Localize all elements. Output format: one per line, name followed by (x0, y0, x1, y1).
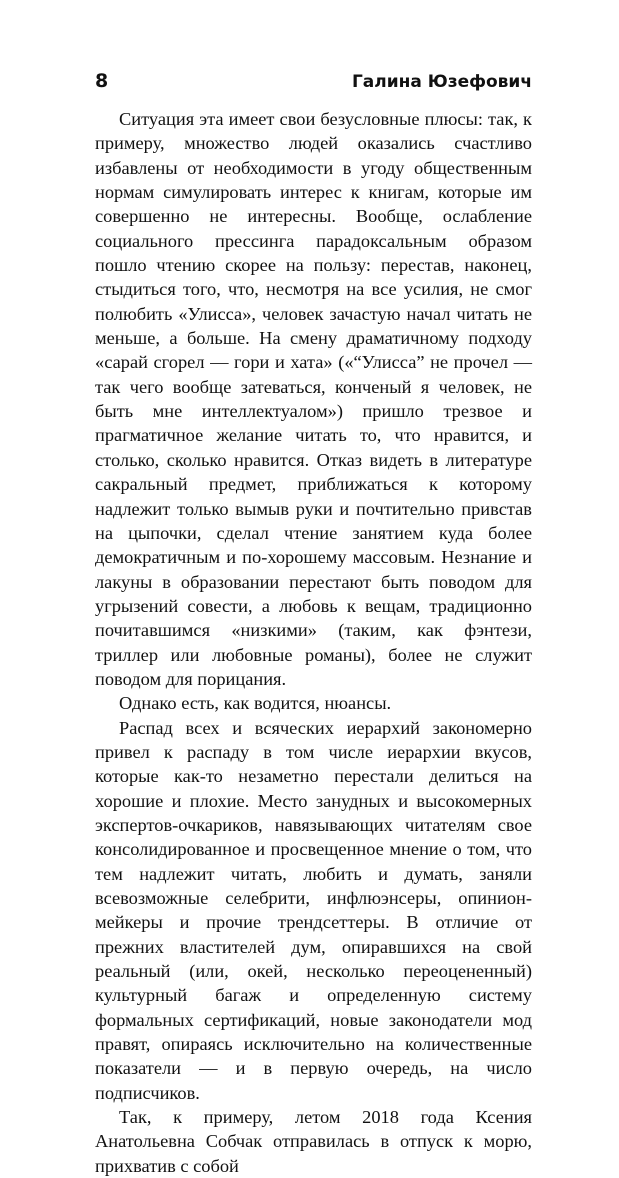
paragraph-4: Так, к примеру, летом 2018 года Ксения Анатольевна Собчак отправилась в отпуск к морю, прихватив с собой (95, 1107, 532, 1176)
page-header (95, 70, 532, 100)
page-number: 8 (95, 70, 109, 92)
paragraph-3: Распад всех и всяческих иерархий закономерно привел к распаду в том числе иерархии вкусов, которые как-то незаметно перестали делиться на хорошие и плохие. Место занудных и высокомерных экспертов-очкариков, навязывающих читателям свое консолидированное и просвещенное мнение о том, что тем надлежит читать, любить и думать, заняли всевозможные селебрити, инфлюэнсеры, опинион-мейкеры и прочие трендсеттеры. В отличие от прежних властителей дум, опиравшихся на свой реальный (или, окей, несколько переоцененный) культурный багаж и определенную систему формальных сертификаций, новые законодатели мод правят, опираясь исключительно на количественные показатели — и в первую очередь, на число подписчиков. (95, 717, 532, 1103)
running-title: Галина Юзефович (351, 72, 532, 92)
paragraph-2: Однако есть, как водится, нюансы. (119, 693, 392, 714)
paragraph-1: Ситуация эта имеет свои безусловные плюсы: так, к примеру, множество людей оказались счастливо избавлены от необходимости в угоду общественным нормам симулировать интерес к книгам, которые им совершенно не интересны. Вообще, ослабление социального прессинга парадоксальным образом пошло чтению скорее на пользу: перестав, наконец, стыдиться того, что, несмотря на все усилия, не смог полюбить «Улисса», человек зачастую начал читать не меньше, а больше. На смену драматичному подходу «сарай сгорел — гори и хата» («“Улисса” не прочел — так чего вообще затеваться, конченый я человек, не быть мне интеллектуалом») пришло трезвое и прагматичное желание читать то, что нравится, и столько, сколько нравится. Отказ видеть в литературе сакральный предмет, приближаться к которому надлежит только вымыв руки и почтительно привстав на цыпочки, сделал чтение занятием куда более демократичным и по-хорошему массовым. Незнание и лакуны в образовании перестают быть поводом для угрызений совести, а любовь к вещам, традиционно почитавшимся «низкими» (таким, как фэнтези, триллер или любовные романы), более не служит поводом для порицания. (95, 109, 532, 689)
body-text (95, 107, 532, 1178)
